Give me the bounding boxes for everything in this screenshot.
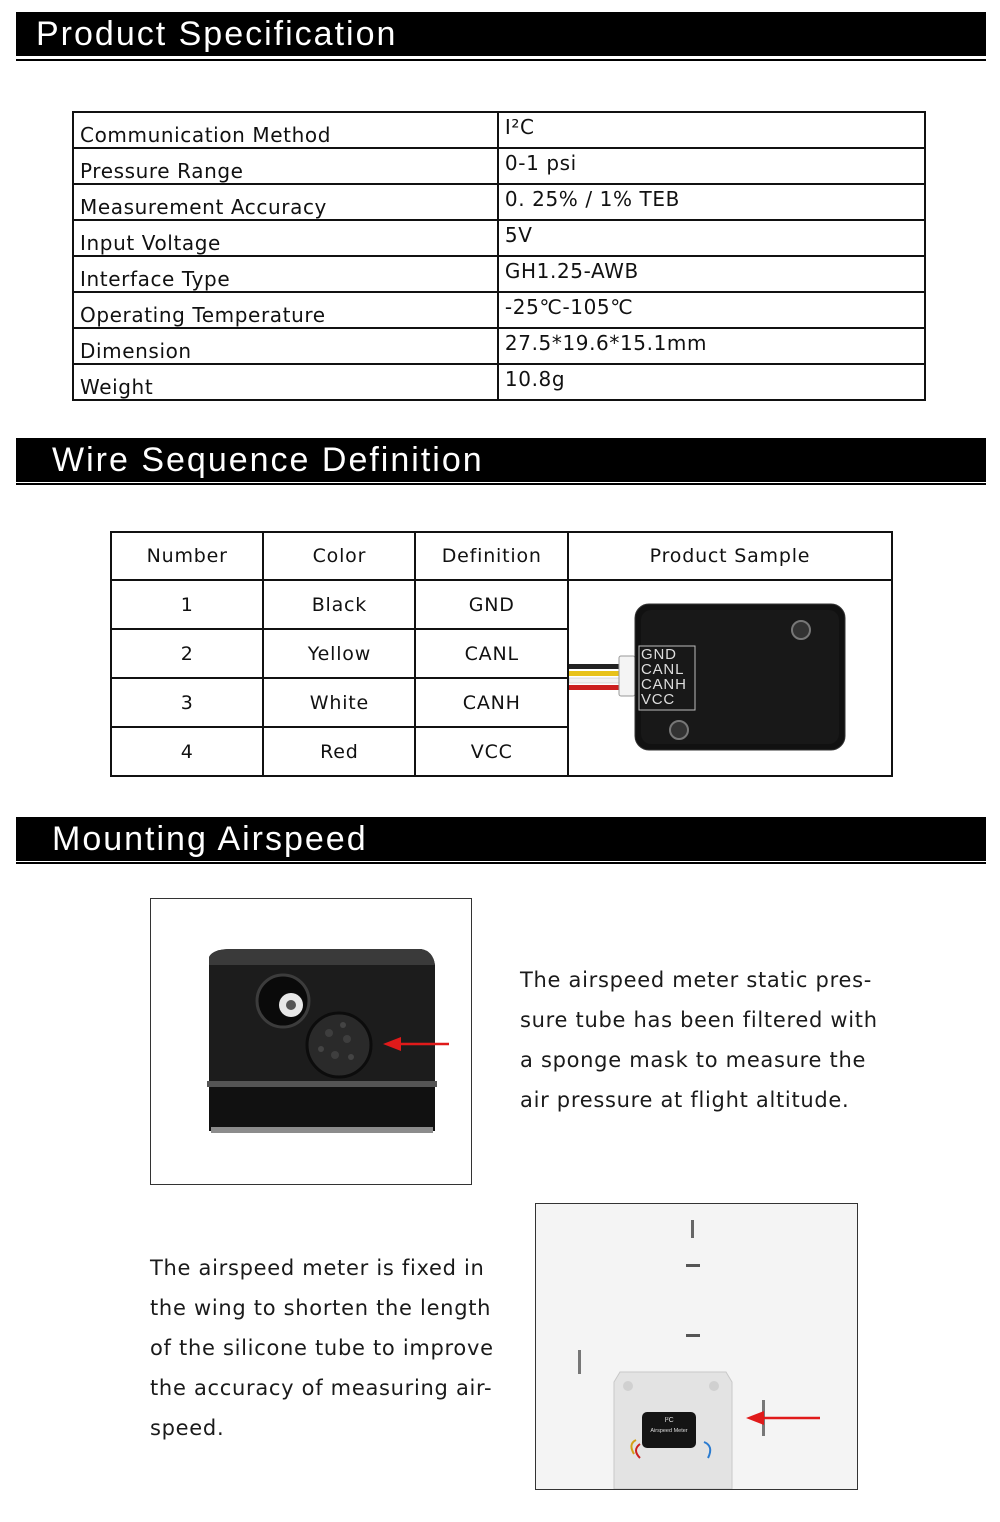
text-line: the wing to shorten the length: [150, 1296, 492, 1320]
text-line: speed.: [150, 1416, 225, 1440]
device-label: Airspeed Meter: [650, 1428, 688, 1434]
section-divider: [16, 59, 986, 61]
section-divider: [16, 483, 986, 485]
column-header-product-sample: Product Sample: [568, 532, 892, 580]
text-line: the accuracy of measuring air-: [150, 1376, 493, 1400]
section-header-mounting: [16, 817, 986, 861]
spec-label: Operating Temperature: [73, 292, 498, 328]
spec-value: I²C: [498, 112, 925, 148]
wing-photo: [535, 1203, 858, 1490]
spec-value: 10.8g: [498, 364, 925, 400]
table-row: [73, 220, 925, 256]
spec-value: 27.5*19.6*15.1mm: [498, 328, 925, 364]
spec-label: Dimension: [73, 328, 498, 364]
spec-label: Weight: [73, 364, 498, 400]
spec-label: Input Voltage: [73, 220, 498, 256]
text-line: a sponge mask to measure the: [520, 1048, 867, 1072]
spec-label: Communication Method: [73, 112, 498, 148]
pin-label: VCC: [640, 691, 676, 708]
spec-value: 0-1 psi: [498, 148, 925, 184]
wire-definition: GND: [415, 580, 568, 629]
wire-definition: CANL: [415, 629, 568, 678]
column-header-color: Color: [263, 532, 415, 580]
wing-mount-description: [150, 1248, 520, 1448]
table-row: [73, 328, 925, 364]
wing-mount-image: [536, 1204, 857, 1489]
wire-number: 1: [111, 580, 263, 629]
pin-label: CANH: [640, 676, 687, 693]
table-row: [73, 292, 925, 328]
wire-table: [110, 531, 893, 777]
text-line: The airspeed meter is fixed in: [150, 1256, 485, 1280]
pin-label: GND: [640, 646, 677, 663]
spec-label: Pressure Range: [73, 148, 498, 184]
pin-label: CANL: [640, 661, 685, 678]
device-label: I²C: [664, 1417, 674, 1424]
wire-color: Red: [263, 727, 415, 776]
section-title: Mounting Airspeed: [52, 820, 368, 858]
table-header-row: [111, 532, 892, 580]
section-title: Wire Sequence Definition: [52, 441, 484, 479]
text-line: of the silicone tube to improve: [150, 1336, 494, 1360]
product-sample-cell: [568, 580, 892, 776]
column-header-definition: Definition: [415, 532, 568, 580]
text-line: air pressure at flight altitude.: [520, 1088, 850, 1112]
spec-label: Interface Type: [73, 256, 498, 292]
spec-table: [72, 111, 926, 401]
sponge-description: [520, 960, 940, 1120]
table-row: [111, 580, 892, 629]
wire-color: White: [263, 678, 415, 727]
text-line: sure tube has been filtered with: [520, 1008, 878, 1032]
section-header-wire-sequence: [16, 438, 986, 482]
table-row: [73, 184, 925, 220]
product-sample-image: [569, 582, 891, 774]
spec-label: Measurement Accuracy: [73, 184, 498, 220]
wire-definition: CANH: [415, 678, 568, 727]
wire-number: 2: [111, 629, 263, 678]
column-header-number: Number: [111, 532, 263, 580]
section-title: Product Specification: [36, 15, 398, 53]
text-line: The airspeed meter static pres-: [520, 968, 872, 992]
wire-color: Yellow: [263, 629, 415, 678]
table-row: [73, 364, 925, 400]
section-header-specification: [16, 12, 986, 56]
sensor-sponge-image: [151, 899, 471, 1184]
table-row: [73, 112, 925, 148]
spec-value: GH1.25-AWB: [498, 256, 925, 292]
spec-value: 0. 25% / 1% TEB: [498, 184, 925, 220]
wire-number: 4: [111, 727, 263, 776]
wire-number: 3: [111, 678, 263, 727]
section-divider: [16, 862, 986, 864]
table-row: [73, 148, 925, 184]
wire-color: Black: [263, 580, 415, 629]
spec-value: -25℃-105℃: [498, 292, 925, 328]
sponge-photo: [150, 898, 472, 1185]
wire-definition: VCC: [415, 727, 568, 776]
spec-value: 5V: [498, 220, 925, 256]
table-row: [73, 256, 925, 292]
